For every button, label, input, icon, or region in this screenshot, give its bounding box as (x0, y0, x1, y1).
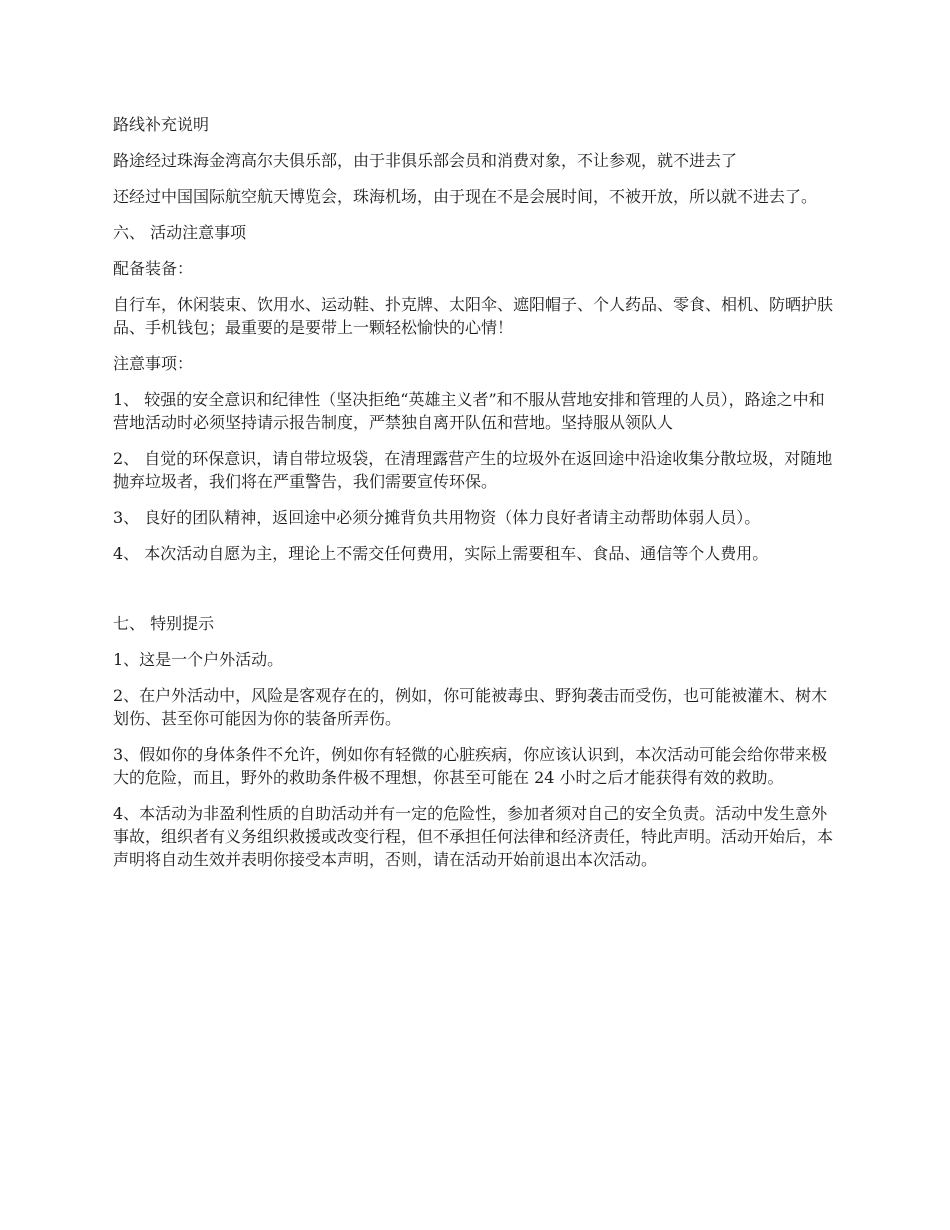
note-item: 4、 本次活动自愿为主，理论上不需交任何费用，实际上需要租车、食品、通信等个人费用。 (113, 544, 769, 563)
equipment-label: 配备装备： (113, 259, 194, 278)
tip-item: 1、这是一个户外活动。 (113, 650, 284, 669)
note-item: 2、 自觉的环保意识，请自带垃圾袋，在清理露营产生的垃圾外在返回途中沿途收集分散垃圾，对随地抛弃垃圾者，我们将在严重警告，我们需要宣传环保。 (113, 449, 833, 491)
section-7-heading: 七、 特别提示 (113, 614, 215, 633)
tip-item: 4、本活动为非盈利性质的自助活动并有一定的危险性，参加者须对自己的安全负责。活动中发生意外事故，组织者有义务组织救援或改变行程，但不承担任何法律和经济责任，特此声明。活动开始后，本声明将自动生效并表明你接受本声明，否则，请在活动开始前退出本次活动。 (113, 804, 834, 869)
route-note-paragraph: 路途经过珠海金湾高尔夫俱乐部，由于非俱乐部会员和消费对象，不让参观，就不进去了 (113, 151, 738, 170)
tip-item: 2、在户外活动中，风险是客观存在的，例如，你可能被毒虫、野狗袭击而受伤，也可能被灌木、树木划伤、甚至你可能因为你的装备所弄伤。 (113, 686, 828, 728)
document-page (113, 113, 840, 884)
section-spacer (113, 578, 840, 612)
note-item: 1、 较强的安全意识和纪律性（坚决拒绝“英雄主义者”和不服从营地安排和管理的人员），路途之中和营地活动时必须坚持请示报告制度，严禁独自离开队伍和营地。坚持服从领队人 (113, 390, 825, 432)
tip-item: 3、假如你的身体条件不允许，例如你有轻微的心脏疾病，你应该认识到，本次活动可能会给你带来极大的危险，而且，野外的救助条件极不理想，你甚至可能在 24 小时之后才能获得有效的救助。 (113, 745, 828, 787)
route-note-paragraph: 还经过中国国际航空航天博览会，珠海机场，由于现在不是会展时间，不被开放，所以就不进去了。 (113, 187, 818, 206)
route-note-heading: 路线补充说明 (113, 115, 210, 134)
equipment-list: 自行车，休闲装束、饮用水、运动鞋、扑克牌、太阳伞、遮阳帽子、个人药品、零食、相机、防晒护肤品、手机钱包；最重要的是要带上一颗轻松愉快的心情！ (113, 295, 834, 337)
notes-label: 注意事项： (113, 354, 194, 373)
note-item: 3、 良好的团队精神，返回途中必须分摊背负共用物资（体力良好者请主动帮助体弱人员）。 (113, 508, 761, 527)
section-6-heading: 六、 活动注意事项 (113, 223, 247, 242)
